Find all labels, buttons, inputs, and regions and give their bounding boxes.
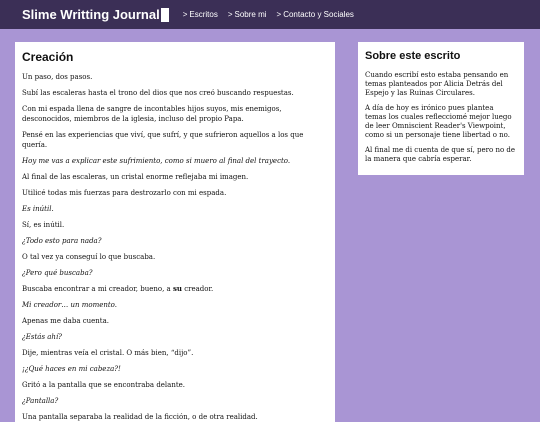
nav-link-label[interactable]: Sobre mi	[234, 10, 267, 19]
nav-link-escritos[interactable]	[183, 10, 218, 19]
article-paragraph-italic: ¿Pero qué buscaba?	[22, 269, 93, 277]
article-paragraph: Apenas me daba cuenta.	[22, 317, 110, 325]
nav-link-sobre-mi[interactable]	[228, 10, 267, 19]
article-paragraph: Pensé en las experiencias que viví, que sufrí, y que sufrieron aquellos a los que quería.	[22, 131, 304, 149]
article-paragraph: Sí, es inútil.	[22, 221, 65, 229]
nav-arrow: >	[276, 10, 282, 19]
article-paragraph: Dije, mientras veía el cristal. O más bien, “dijo”.	[22, 349, 194, 357]
nav-arrow: >	[227, 10, 233, 19]
article-paragraph: Utilicé todas mis fuerzas para destrozarlo con mi espada.	[22, 189, 227, 197]
article-paragraph-italic: ¿Todo esto para nada?	[22, 237, 102, 245]
sidebar-title: Sobre este escrito	[365, 50, 461, 62]
nav-link-label[interactable]: Contacto y Sociales	[283, 10, 354, 19]
nav-link-contacto[interactable]	[277, 10, 354, 19]
article-paragraph-italic: Es inútil.	[22, 205, 54, 213]
article-paragraph-italic: ¿Estás ahí?	[22, 333, 62, 341]
sidebar-paragraph: A día de hoy es irónico pues plantea temas los cuales reflecciomé mejor luego de leer Omniscient Reader's Viewpoint, como si un personaje tiene libertad o no.	[365, 104, 512, 139]
main-nav	[183, 10, 364, 19]
article-paragraph-italic: ¡¿Qué haces en mi cabeza?!	[22, 365, 121, 373]
article-paragraph: O tal vez ya conseguí lo que buscaba.	[22, 253, 156, 261]
article-title: Creación	[22, 50, 74, 64]
article-paragraph-italic: Hoy me vas a explicar este sufrimiento, como si muero al final del trayecto.	[22, 157, 291, 165]
article-paragraph: Una pantalla separaba la realidad de la ficción, o de otra realidad.	[22, 413, 258, 421]
article-paragraph-mixed	[22, 284, 329, 294]
sidebar-paragraph: Cuando escribí esto estaba pensando en temas planteados por Alicia Detrás del Espejo y las Ruinas Circulares.	[365, 71, 509, 97]
top-navigation-bar	[0, 0, 540, 29]
article-paragraph: Gritó a la pantalla que se encontraba delante.	[22, 381, 186, 389]
main-article	[15, 42, 335, 422]
nav-arrow: >	[182, 10, 188, 19]
article-paragraph: Subí las escaleras hasta el trono del dios que nos creó buscando respuestas.	[22, 89, 294, 97]
nav-link-label[interactable]: Escritos	[189, 10, 218, 19]
text-cursor-block	[161, 8, 169, 22]
text-run: Buscaba encontrar a mi creador, bueno, a	[22, 285, 173, 293]
article-paragraph: Con mi espada llena de sangre de incontables hijos suyos, mis enemigos, desconocidos, miembros de la iglesia, incluso del propio Papa.	[22, 105, 282, 123]
sidebar-paragraph: Al final me di cuenta de que sí, pero no de la manera que cabría esperar.	[365, 146, 516, 163]
about-sidebar	[358, 42, 524, 175]
site-brand[interactable]	[22, 7, 169, 22]
article-paragraph-italic: Mi creador… un momento.	[22, 301, 117, 309]
site-title[interactable]: Slime Writting Journal	[22, 7, 160, 22]
article-paragraph: Un paso, dos pasos.	[22, 73, 93, 81]
bold-word: su	[172, 284, 182, 293]
text-run: creador.	[181, 285, 214, 293]
article-paragraph: Al final de las escaleras, un cristal enorme reflejaba mi imagen.	[22, 173, 249, 181]
article-paragraph-italic: ¿Pantalla?	[22, 397, 59, 405]
